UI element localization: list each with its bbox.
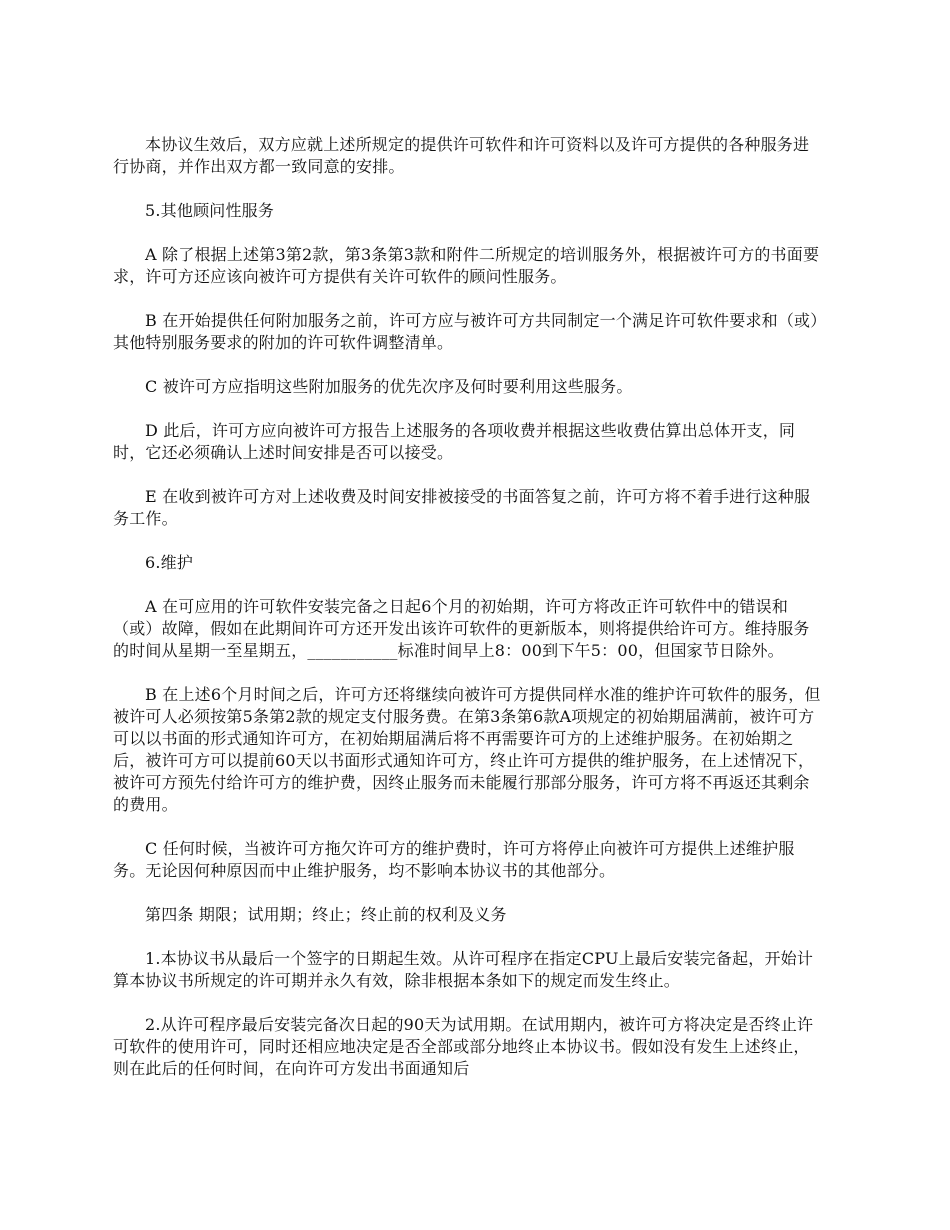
paragraph-5d: D 此后，许可方应向被许可方报告上述服务的各项收费并根据这些收费估算出总体开支，同时，它还必须确认上述时间安排是否可以接受。	[113, 421, 796, 462]
paragraph-5e: E 在收到被许可方对上述收费及时间安排被接受的书面答复之前，许可方将不着手进行这种服务工作。	[113, 487, 811, 528]
paragraph-5a: A 除了根据上述第3第2款，第3条第3款和附件二所规定的培训服务外，根据被许可方的书面要求，许可方还应该向被许可方提供有关许可软件的顾问性服务。	[113, 245, 820, 286]
document-body	[113, 134, 823, 1102]
paragraph-6a: A 在可应用的许可软件安装完备之日起6个月的初始期，许可方将改正许可软件中的错误和（或）故障，假如在此期间许可方还开发出该许可软件的更新版本，则将提供给许可方。维持服务的时间从星期一至星期五，___________标准时间早上8：00到下午5：00，但国家节日除外。	[113, 597, 810, 660]
section-heading-5: 5.其他顾问性服务	[145, 201, 275, 220]
paragraph-5c: C 被许可方应指明这些附加服务的优先次序及何时要利用这些服务。	[145, 377, 633, 396]
paragraph-4-2: 2.从许可程序最后安装完备次日起的90天为试用期。在试用期内，被许可方将决定是否终止许可软件的使用许可，同时还相应地决定是否全部或部分地终止本协议书。假如没有发生上述终止，则在此后的任何时间，在向许可方发出书面通知后	[113, 1015, 814, 1078]
article-heading-4: 第四条 期限；试用期；终止；终止前的权利及义务	[145, 905, 507, 924]
paragraph-intro: 本协议生效后，双方应就上述所规定的提供许可软件和许可资料以及许可方提供的各种服务进行协商，并作出双方都一致同意的安排。	[113, 135, 810, 176]
paragraph-4-1: 1.本协议书从最后一个签字的日期起生效。从许可程序在指定CPU上最后安装完备起，开始计算本协议书所规定的许可期并永久有效，除非根据本条如下的规定而发生终止。	[113, 949, 814, 990]
section-heading-6: 6.维护	[145, 553, 194, 572]
paragraph-6c: C 任何时候，当被许可方拖欠许可方的维护费时，许可方将停止向被许可方提供上述维护服务。无论因何种原因而中止维护服务，均不影响本协议书的其他部分。	[113, 839, 795, 880]
paragraph-5b: B 在开始提供任何附加服务之前，许可方应与被许可方共同制定一个满足许可软件要求和（或）其他特别服务要求的附加的许可软件调整清单。	[113, 311, 819, 352]
paragraph-6b: B 在上述6个月时间之后，许可方还将继续向被许可方提供同样水准的维护许可软件的服务，但被许可人必须按第5条第2款的规定支付服务费。在第3条第6款A项规定的初始期届满前，被许可方可以以书面的形式通知许可方，在初始期届满后将不再需要许可方的上述维护服务。在初始期之后，被许可方可以提前60天以书面形式通知许可方，终止许可方提供的维护服务，在上述情况下，被许可方预先付给许可方的维护费，因终止服务而未能履行那部分服务，许可方将不再返还其剩余的费用。	[113, 685, 821, 814]
